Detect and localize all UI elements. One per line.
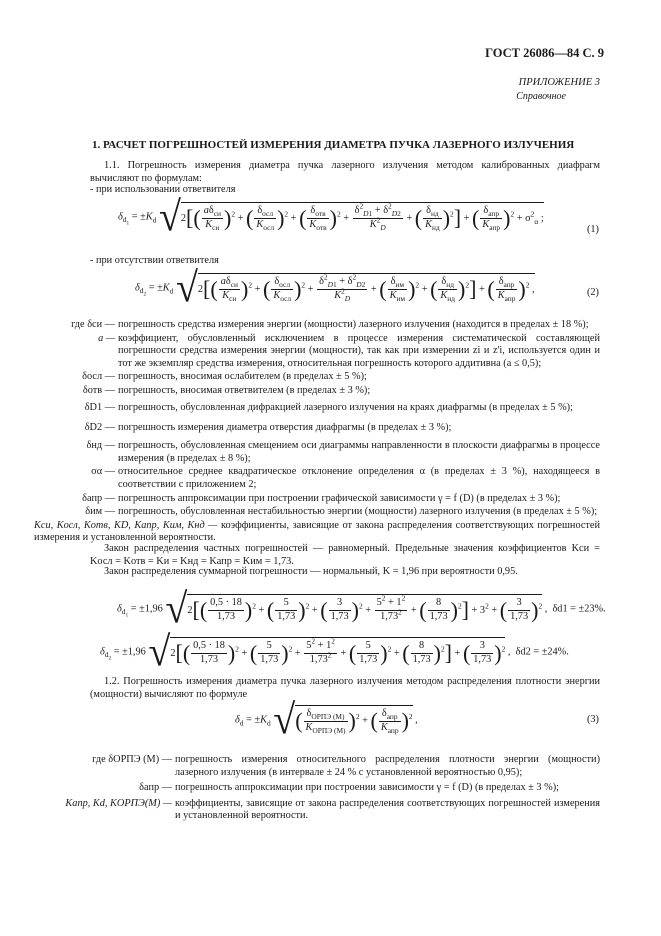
equation-number-2: (2) bbox=[586, 287, 599, 298]
numeric-formula-2: $\delta_{d_2} = \pm 1,96$ √2[( $\frac{0,5 \cdot 18}{1,73}$ )$^2$ + ( $\frac{5}{1,73}$ )$^2$ + $\frac{5^2 + 1^2}{1,73^2}$ + ( $\frac{5}{1,73}$ )$^2$ + ( $\frac{8}{1,73}$ )$^2$] + ( $\frac{3}{1,73}$ )$^2$ , δd2 = ±24%. bbox=[100, 627, 569, 676]
definition-row: Kапр, Kd, KОРПЭ(М) — коэффициенты, зависящие от закона распределения соответствующих погрешностей измерения и установленной вероятности. bbox=[65, 797, 600, 822]
appendix-label: ПРИЛОЖЕНИЕ 3 bbox=[518, 77, 600, 88]
definition-row: σα — относительное среднее квадратическое отклонение определения α (в пределах ± 3 %), находящееся в соответствии с приложением 2; bbox=[91, 466, 600, 491]
definition-row: δапр — погрешность аппроксимации при построении зависимости γ = f (D) (в пределах ± 3 %); bbox=[139, 782, 559, 794]
definition-row: δосл — погрешность, вносимая ослабителем (в пределах ± 5 %); bbox=[82, 371, 367, 383]
distribution-law-total: Закон распределения суммарной погрешности — нормальный, K = 1,96 при вероятности 0,95. bbox=[104, 566, 518, 577]
page-header: ГОСТ 26086—84 С. 9 bbox=[485, 46, 604, 60]
result-1: δd1 = ±23%. bbox=[552, 603, 606, 615]
definition-row: δD1 — погрешность, обусловленная дифракцией лазерного излучения на краях диафрагмы (в пределах ± 5 %); bbox=[84, 402, 573, 414]
definition-row: где δОРПЭ (М) — погрешность измерения относительного распределения плотности энергии (мощности) лазерного излучения (в интервале ± 24 % с установленной вероятностью 0,95); bbox=[92, 754, 600, 778]
distribution-law-partial: Закон распределения частных погрешностей — равномерный. Предельные значения коэффициентов Kси = Kосл = Kотв = Kи = Kнд = Kапр = Kим = 1,73. bbox=[90, 543, 600, 567]
definition-row-coefficients: Kси, Kосл, Kотв, KD, Kапр, Kим, Kнд — коэффициенты, зависящие от закона распределения соответствующих погрешностей измерения и установленной вероятности. bbox=[34, 519, 601, 544]
definition-row: a — коэффициент, обусловленный исключением в процессе измерения систематической составляющей погрешности средства измерения энергии (мощности), так как при измерении zi и z'i, используется один и тот же экземпляр средства измерения, относительная погрешность которого аддитивна (a ≤ 0,5); bbox=[98, 332, 600, 369]
definition-row: δD2 — погрешность измерения диаметра отверстия диафрагмы (в пределах ± 3 %); bbox=[84, 421, 452, 433]
paragraph-1-1: 1.1. Погрешность измерения диаметра пучка лазерного излучения методом калиброванных диафрагм вычисляют по формулам: bbox=[90, 160, 600, 184]
equation-number-1: (1) bbox=[586, 224, 599, 235]
definition-row: где δси — погрешность средства измерения энергии (мощности) лазерного излучения (находится в пределах ± 18 %); bbox=[71, 319, 589, 330]
section-title: 1. РАСЧЕТ ПОГРЕШНОСТЕЙ ИЗМЕРЕНИЯ ДИАМЕТРА ПУЧКА ЛАЗЕРНОГО ИЗЛУЧЕНИЯ bbox=[92, 139, 575, 151]
definitions-list-1 bbox=[34, 319, 601, 546]
formula-1: $\delta_{d_1} = \pm K_d$ √2[( $\frac{a\delta_{си}}{K_{си}}$ )$^2$ + ( $\frac{\delta_{осл}}{K_{осл}}$ )$^2$ + ( $\frac{\delta_{отв}}{K_{отв}}$ )$^2$ + $\frac{\delta^2_{D1} + \delta^2_{D2}}{K^2_D}$ + ( $\frac{\delta_{нд}}{K_{нд}}$ )$^2$] + ( $\frac{\delta_{апр}}{K_{апр}}$ )$^2 + \sigma^2_\alpha$ ; bbox=[118, 192, 544, 241]
formula-2: $\delta_{d_2} = \pm K_d$ √2[( $\frac{a\delta_{си}}{K_{си}}$ )$^2$ + ( $\frac{\delta_{осл}}{K_{осл}}$ )$^2$ + $\frac{\delta^2_{D1} + \delta^2_{D2}}{K^2_D}$ + ( $\frac{\delta_{им}}{K_{им}}$ )$^2$ + ( $\frac{\delta_{нд}}{K_{нд}}$ )$^2$] + ( $\frac{\delta_{апр}}{K_{апр}}$ )$^2$ , bbox=[135, 263, 535, 312]
bullet-without-coupler: - при отсутствии ответвителя bbox=[90, 255, 219, 266]
equation-number-3: (3) bbox=[586, 714, 599, 725]
result-2: δd2 = ±24%. bbox=[515, 646, 569, 658]
appendix-type: Справочное bbox=[516, 91, 566, 102]
definition-row: δим — погрешность, обусловленная нестабильностью энергии (мощности) лазерного излучения (в пределах ± 5 %); bbox=[85, 506, 598, 518]
definition-row: δапр — погрешность аппроксимации при построении графической зависимости γ = f (D) (в пределах ± 3 %); bbox=[82, 492, 561, 504]
paragraph-1-2: 1.2. Погрешность измерения диаметра пучка лазерного излучения методом распределения плотности энергии (мощности) вычисляют по формуле bbox=[90, 676, 600, 700]
definition-row: δотв — погрешность, вносимая ответвителем (в пределах ± 3 %); bbox=[82, 384, 371, 396]
formula-3: $\delta_d = \pm K_d$ √( $\frac{\delta_{ОРПЭ (М)}}{K_{ОРПЭ (М)}}$ )$^2$ + ( $\frac{\delta_{апр}}{K_{апр}}$ )$^2$ , bbox=[235, 695, 418, 744]
definitions-list-2 bbox=[42, 754, 600, 824]
numeric-formula-1: $\delta_{d_1} = \pm 1,96$ √2[( $\frac{0,5 \cdot 18}{1,73}$ )$^2$ + ( $\frac{5}{1,73}$ )$^2$ + ( $\frac{3}{1,73}$ )$^2$ + $\frac{5^2 + 1^2}{1,73^2}$ + ( $\frac{8}{1,73}$ )$^2] + 3^2$ + ( $\frac{3}{1,73}$ )$^2$ , δd1 = ±23%. bbox=[117, 584, 606, 633]
bullet-with-coupler: - при использовании ответвителя bbox=[90, 184, 236, 195]
definition-row: δнд — погрешность, обусловленная смещением оси диаграммы направленности в плоскости диафрагмы в процессе измерения (в пределах ± 8 %); bbox=[86, 440, 600, 464]
